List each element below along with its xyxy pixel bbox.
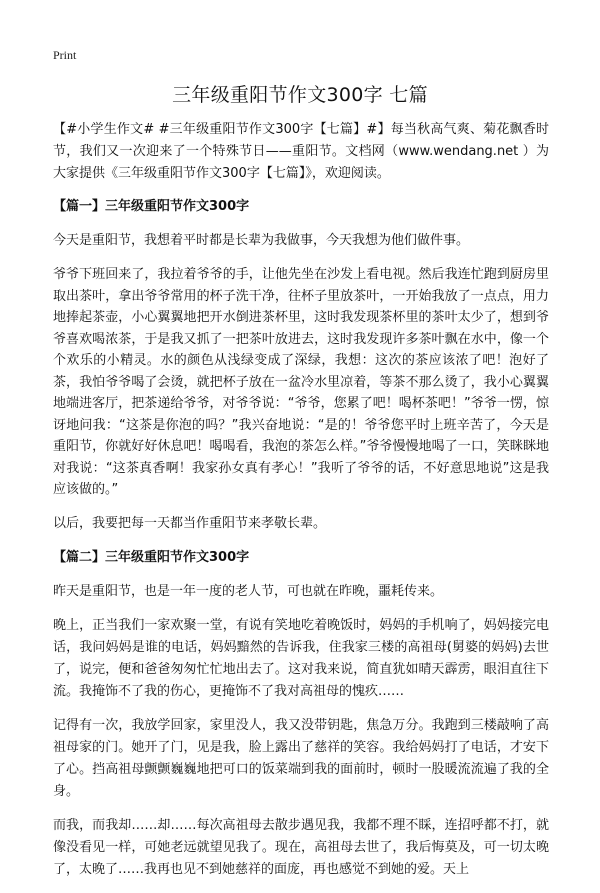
section2-paragraph: 记得有一次，我放学回家，家里没人，我又没带钥匙，焦急万分。我跑到三楼敲响了高祖母家的门。她开了门，见是我，脸上露出了慈祥的笑容。我给妈妈打了电话，才安下了心。挡高祖母颤颤巍巍地把可口的饭菜端到我的面前时，顿时一股暖流流遍了我的全身。 (53, 717, 549, 799)
section2-paragraph: 昨天是重阳节，也是一年一度的老人节，可也就在昨晚，噩耗传来。 (53, 583, 444, 599)
section-heading-1: 【篇一】三年级重阳节作文300字 (53, 199, 250, 214)
section1-paragraph: 今天是重阳节，我想着平时都是长辈为我做事，今天我想为他们做件事。 (53, 233, 470, 248)
section2-paragraph: 而我，而我却……却……每次高祖母去散步遇见我，我都不理不睬，连招呼都不打，就像没看见一样，可她老远就望见我了。现在，高祖母去世了，我后悔莫及，可一切太晚了，太晚了……我再也见不到她慈祥的面庞，再也感觉不到她的爱。天上 (53, 817, 549, 877)
document-body (53, 119, 549, 893)
section1-paragraph: 以后，我要把每一天都当作重阳节来孝敬长辈。 (53, 515, 327, 531)
section2-paragraph: 晚上，正当我们一家欢聚一堂，有说有笑地吃着晚饭时，妈妈的手机响了，妈妈接完电话，我问妈妈是谁的电话，妈妈黯然的告诉我，住我家三楼的高祖母(舅婆的妈妈)去世了，说完，便和爸爸匆匆忙忙地出去了。这对我来说，简直犹如晴天霹雳，眼泪直往下流。我掩饰不了我的伤心，更掩饰不了我对高祖母的愧疚…… (53, 617, 549, 699)
print-label: Print (53, 48, 77, 62)
intro-paragraph: 【#小学生作文# #三年级重阳节作文300字【七篇】#】每当秋高气爽、菊花飘香时节，我们又一次迎来了一个特殊节日——重阳节。文档网（www.wendang.net ）为大家提供《三年级重阳节作文300字【七篇】》，欢迎阅读。 (53, 122, 549, 181)
section1-paragraph: 爷爷下班回来了，我拉着爷爷的手，让他先坐在沙发上看电视。然后我连忙跑到厨房里取出茶叶，拿出爷爷常用的杯子洗干净，往杯子里放茶叶，一开始我放了一点点，用力地捧起茶壶，小心翼翼地把开水倒进茶杯里，这时我发现茶杯里的茶叶太少了，想到爷爷喜欢喝浓茶，于是我又抓了一把茶叶放进去，这时我发现许多茶叶飘在水中，像一个个欢乐的小精灵。水的颜色从浅绿变成了深绿，我想：这次的茶应该浓了吧！泡好了茶，我怕爷爷喝了会烫，就把杯子放在一盆冷水里凉着，等茶不那么烫了，我小心翼翼地端进客厅，把茶递给爷爷，对爷爷说：“爷爷，您累了吧！喝杯茶吧！”爷爷一愣，惊讶地问我：“这茶是你泡的吗？”我兴奋地说：“是的！爷爷您平时上班辛苦了，今天是重阳节，你就好好休息吧！喝喝看，我泡的茶怎么样。”爷爷慢慢地喝了一口，笑眯眯地对我说：“这茶真香啊！我家孙女真有孝心！”我听了爷爷的话，不好意思地说”这是我应该做的。” (53, 267, 549, 497)
section-heading-2: 【篇二】三年级重阳节作文300字 (53, 549, 250, 565)
document-title: 三年级重阳节作文300字 七篇 (172, 84, 428, 106)
